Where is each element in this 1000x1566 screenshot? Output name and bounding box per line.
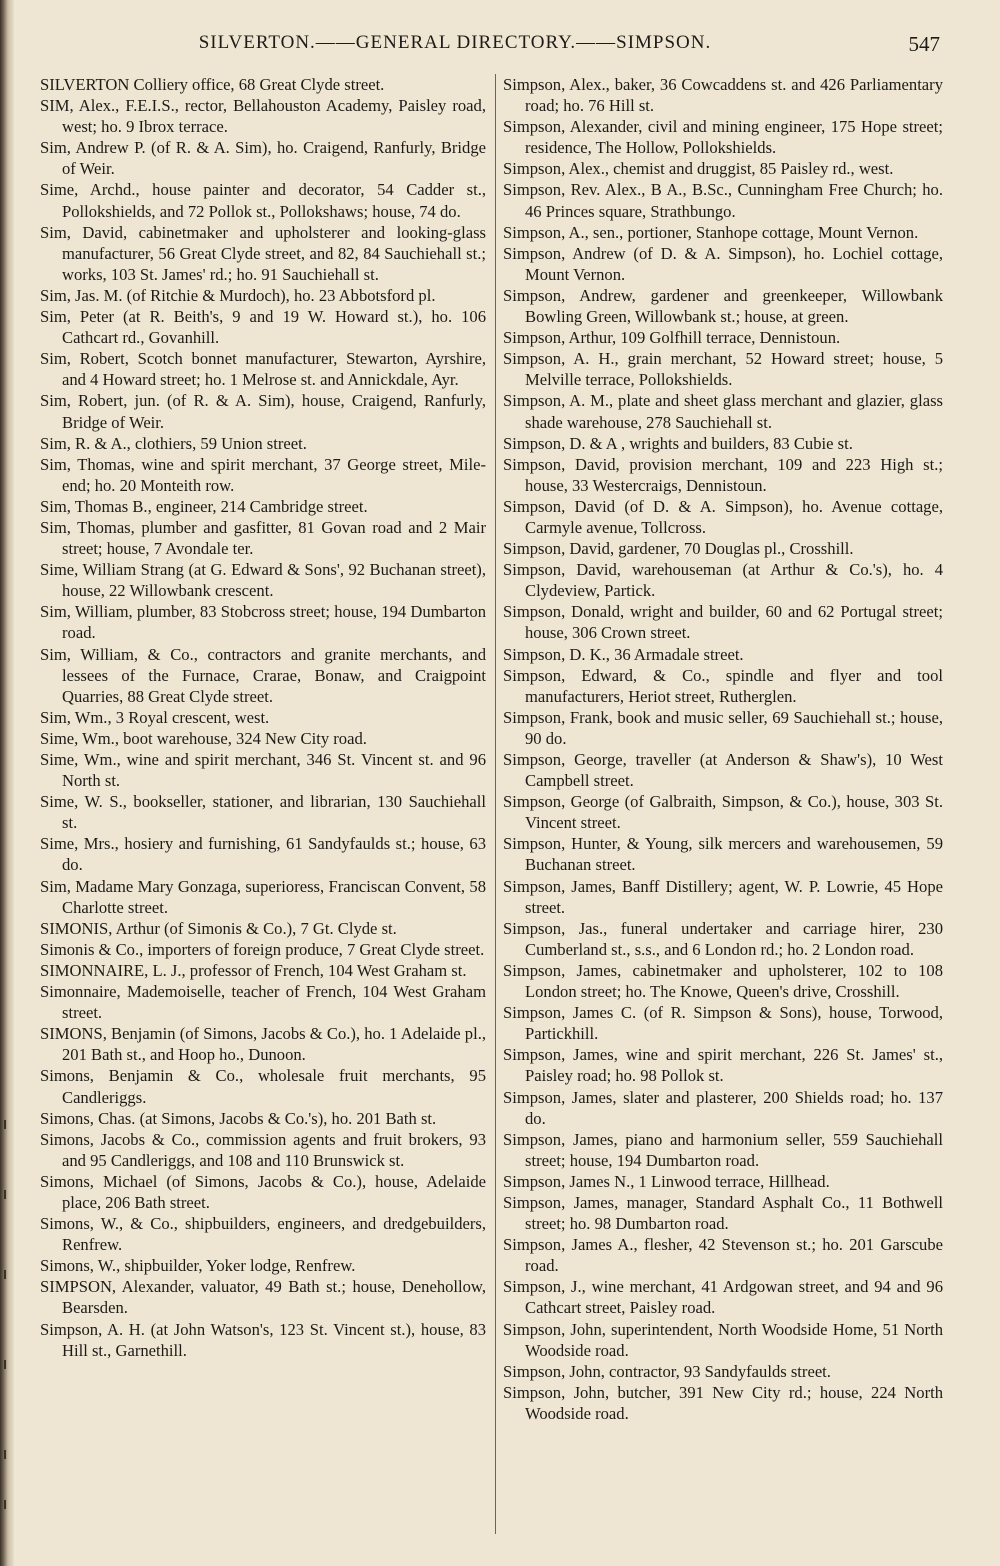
directory-entry: Sim, Wm., 3 Royal crescent, west. [40,707,270,727]
directory-entry: Sim, William, & Co., contractors and granite merchants, and lessees of the Furnace, Crarae, Bonaw, and Craigpoint Quarries, 88 Great Clyde street. [40,644,486,706]
directory-entry: Simpson, James, slater and plasterer, 200 Shields road; ho. 137 do. [503,1087,943,1128]
directory-entry: Sime, Mrs., hosiery and furnishing, 61 Sandyfaulds st.; house, 63 do. [40,834,486,875]
directory-entry: Sime, Archd., house painter and decorator, 54 Cadder st., Pollokshields, and 72 Pollok st., Pollokshaws; house, 74 do. [40,180,486,221]
directory-entry: Simpson, James, cabinetmaker and upholsterer, 102 to 108 London street; ho. The Knowe, Queen's drive, Crosshill. [503,960,943,1002]
directory-entry: SIMPSON, Alexander, valuator, 49 Bath st.; house, Denehollow, Bearsden. [40,1277,486,1318]
directory-entry: Simpson, George (of Galbraith, Simpson, & Co.), house, 303 St. Vincent street. [503,792,943,833]
directory-entry: Simpson, James, Banff Distillery; agent, W. P. Lowrie, 45 Hope street. [503,876,943,917]
directory-entry: Simpson, Hunter, & Young, silk mercers and warehousemen, 59 Buchanan street. [503,834,943,875]
directory-entry: Sim, Robert, jun. (of R. & A. Sim), house, Craigend, Ranfurly, Bridge of Weir. [40,391,486,432]
directory-entry: Sim, David, cabinetmaker and upholsterer and looking-glass manufacturer, 56 Great Clyde street, and 82, 84 Sauchiehall st.; works, 103 St. James' rd.; ho. 91 Sauchiehall st. [40,222,486,284]
directory-entry: Simpson, Jas., funeral undertaker and carriage hirer, 230 Cumberland st., s.s., and 6 London rd.; ho. 2 London road. [503,918,943,959]
directory-entry: SILVERTON Colliery office, 68 Great Clyde street. [40,75,385,94]
directory-entry: Sim, Andrew P. (of R. & A. Sim), ho. Craigend, Ranfurly, Bridge of Weir. [40,138,486,179]
directory-entry: Simpson, Andrew, gardener and greenkeeper, Willowbank Bowling Green, Willowbank st.; house, at green. [503,285,943,327]
directory-entry: Simpson, D. K., 36 Armadale street. [503,644,744,664]
page-header [40,32,940,62]
directory-entry: Sim, Thomas B., engineer, 214 Cambridge street. [40,496,368,516]
directory-entry: Sime, William Strang (at G. Edward & Sons', 92 Buchanan street), house, 22 Willowbank crescent. [40,560,486,601]
directory-entry: Simpson, John, contractor, 93 Sandyfaulds street. [503,1361,831,1381]
directory-entry: Simonnaire, Mademoiselle, teacher of French, 104 West Graham street. [40,982,486,1023]
directory-entry: Simpson, A. H., grain merchant, 52 Howard street; house, 5 Melville terrace, Pollokshields. [503,349,943,390]
running-head: SILVERTON.——GENERAL DIRECTORY.——SIMPSON. [198,32,712,53]
directory-entry: Sim, Madame Mary Gonzaga, superioress, Franciscan Convent, 58 Charlotte street. [40,876,486,917]
right-column [503,74,943,1424]
directory-entry: Sime, Wm., boot warehouse, 324 New City road. [40,728,367,748]
directory-entry: Simpson, David (of D. & A. Simpson), ho. Avenue cottage, Carmyle avenue, Tollcross. [503,496,943,537]
directory-entry: Simpson, David, warehouseman (at Arthur & Co.'s), ho. 4 Clydeview, Partick. [503,560,943,601]
directory-entry: Simpson, David, gardener, 70 Douglas pl., Crosshill. [503,539,854,559]
directory-entry: Simons, Michael (of Simons, Jacobs & Co.), house, Adelaide place, 206 Bath street. [40,1171,486,1212]
directory-entry: Simpson, A. M., plate and sheet glass merchant and glazier, glass shade warehouse, 278 Sauchiehall st. [503,391,943,432]
directory-entry: Simpson, Andrew (of D. & A. Simpson), ho. Lochiel cottage, Mount Vernon. [503,243,943,284]
directory-entry: Sim, R. & A., clothiers, 59 Union street. [40,433,307,453]
directory-entry: Simons, Benjamin & Co., wholesale fruit merchants, 95 Candleriggs. [40,1066,486,1107]
directory-entry: Sim, Thomas, plumber and gasfitter, 81 Govan road and 2 Mair street; house, 7 Avondale ter. [40,517,486,559]
directory-entry: Simpson, A., sen., portioner, Stanhope cottage, Mount Vernon. [503,222,919,242]
directory-entry: Sim, Jas. M. (of Ritchie & Murdoch), ho. 23 Abbotsford pl. [40,285,436,305]
directory-entry: Sim, Thomas, wine and spirit merchant, 37 George street, Mile-end; ho. 20 Monteith row. [40,454,486,495]
directory-entry: Simpson, James, manager, Standard Asphalt Co., 11 Bothwell street; ho. 98 Dumbarton road. [503,1192,943,1234]
directory-entry: SIMONIS, Arthur (of Simonis & Co.), 7 Gt. Clyde st. [40,918,397,938]
left-column [40,74,486,1361]
directory-entry: Sime, W. S., bookseller, stationer, and librarian, 130 Sauchiehall st. [40,792,486,833]
directory-entry: SIM, Alex., F.E.I.S., rector, Bellahouston Academy, Paisley road, west; ho. 9 Ibrox terrace. [40,96,486,137]
directory-entry: Simpson, David, provision merchant, 109 and 223 High st.; house, 33 Westercraigs, Dennistoun. [503,454,943,495]
directory-entry: Simpson, Alex., baker, 36 Cowcaddens st. and 426 Parliamentary road; ho. 76 Hill st. [503,75,943,116]
margin-marks [4,1120,10,1520]
column-divider [495,74,496,1534]
directory-entry: Simpson, James, piano and harmonium seller, 559 Sauchiehall street; house, 194 Dumbarton road. [503,1129,943,1170]
directory-entry: Simpson, James A., flesher, 42 Stevenson st.; ho. 201 Garscube road. [503,1235,943,1276]
directory-entry: Simpson, Alexander, civil and mining engineer, 175 Hope street; residence, The Hollow, Pollokshields. [503,117,943,158]
directory-entry: Simons, Chas. (at Simons, Jacobs & Co.'s), ho. 201 Bath st. [40,1108,437,1128]
directory-entry: Simpson, James C. (of R. Simpson & Sons), house, Torwood, Partickhill. [503,1003,943,1044]
directory-entry: Simpson, Alex., chemist and druggist, 85 Paisley rd., west. [503,159,894,179]
directory-entry: SIMONNAIRE, L. J., professor of French, 104 West Graham st. [40,960,467,980]
directory-entry: Simpson, Donald, wright and builder, 60 and 62 Portugal street; house, 306 Crown street. [503,602,943,643]
directory-entry: Simpson, Frank, book and music seller, 69 Sauchiehall st.; house, 90 do. [503,707,943,748]
directory-entry: Simpson, Rev. Alex., B A., B.Sc., Cunningham Free Church; ho. 46 Princes square, Strathbungo. [503,180,943,221]
directory-entry: Sim, William, plumber, 83 Stobcross street; house, 194 Dumbarton road. [40,602,486,643]
directory-entry: Simpson, Arthur, 109 Golfhill terrace, Dennistoun. [503,328,841,348]
directory-entry: Sim, Robert, Scotch bonnet manufacturer, Stewarton, Ayrshire, and 4 Howard street; ho. 1 Melrose st. and Annickdale, Ayr. [40,349,486,390]
directory-entry: Simpson, D. & A , wrights and builders, 83 Cubie st. [503,433,853,453]
directory-entry: Simpson, James N., 1 Linwood terrace, Hillhead. [503,1171,830,1191]
directory-entry: Simpson, George, traveller (at Anderson & Shaw's), 10 West Campbell street. [503,750,943,791]
directory-entry: Simonis & Co., importers of foreign produce, 7 Great Clyde street. [40,939,485,959]
page-number: 547 [908,32,940,56]
directory-entry: Sime, Wm., wine and spirit merchant, 346 St. Vincent st. and 96 North st. [40,750,486,791]
directory-entry: Simpson, Edward, & Co., spindle and flyer and tool manufacturers, Heriot street, Rutherglen. [503,665,943,706]
directory-entry: Sim, Peter (at R. Beith's, 9 and 19 W. Howard st.), ho. 106 Cathcart rd., Govanhill. [40,307,486,348]
directory-entry: Simons, Jacobs & Co., commission agents and fruit brokers, 93 and 95 Candleriggs, and 108 and 110 Brunswick st. [40,1129,486,1170]
directory-entry: Simpson, A. H. (at John Watson's, 123 St. Vincent st.), house, 83 Hill st., Garnethill. [40,1319,486,1360]
directory-entry: Simpson, James, wine and spirit merchant, 226 St. James' st., Paisley road; ho. 98 Pollok st. [503,1045,943,1086]
directory-entry: Simpson, John, butcher, 391 New City rd.; house, 224 North Woodside road. [503,1382,943,1423]
directory-entry: Simons, W., & Co., shipbuilders, engineers, and dredgebuilders, Renfrew. [40,1214,486,1255]
directory-entry: SIMONS, Benjamin (of Simons, Jacobs & Co.), ho. 1 Adelaide pl., 201 Bath st., and Hoop ho., Dunoon. [40,1024,486,1065]
directory-entry: Simons, W., shipbuilder, Yoker lodge, Renfrew. [40,1256,356,1276]
directory-entry: Simpson, John, superintendent, North Woodside Home, 51 North Woodside road. [503,1319,943,1360]
directory-entry: Simpson, J., wine merchant, 41 Ardgowan street, and 94 and 96 Cathcart street, Paisley road. [503,1277,943,1318]
